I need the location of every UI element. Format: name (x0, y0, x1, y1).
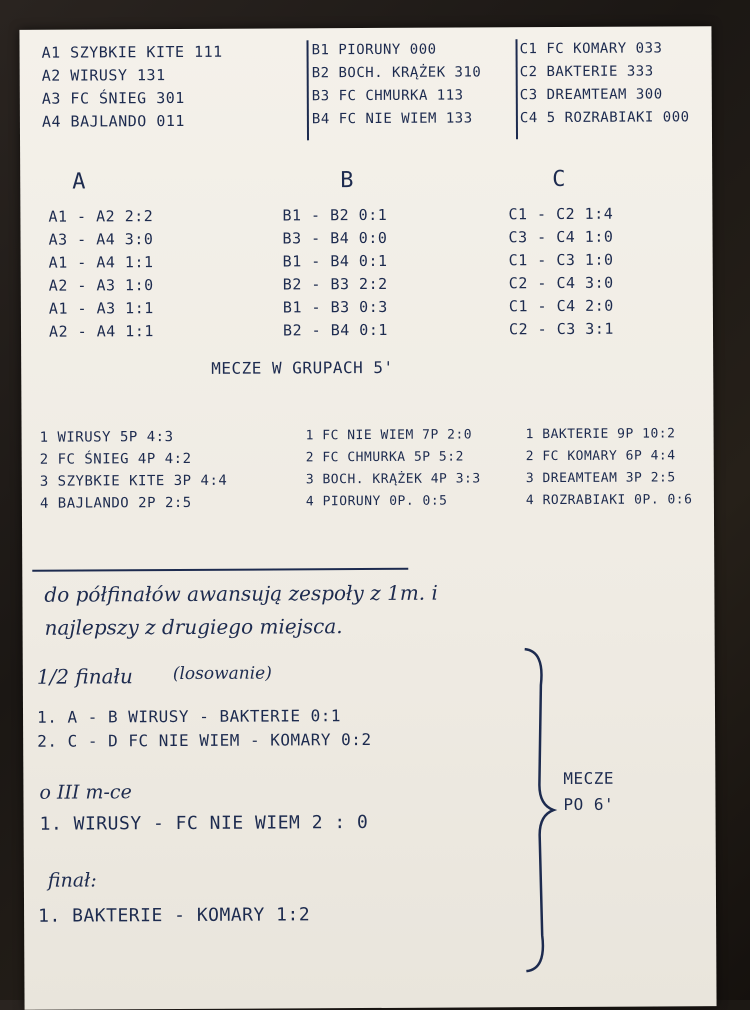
standing-row: 4 ROZRABIAKI 0P. 0:6 (525, 492, 693, 509)
semifinal-2: 2. C - D FC NIE WIEM - KOMARY 0:2 (37, 729, 372, 751)
standing-row: 1 BAKTERIE 9P 10:2 (525, 426, 676, 443)
divider-line (306, 40, 309, 140)
curly-brace (519, 645, 561, 975)
bracket-note-line-1: MECZE (563, 768, 615, 788)
divider-line (515, 39, 518, 139)
standing-row: 1 WIRUSY 5P 4:3 (39, 429, 174, 446)
match-result: C1 - C2 1:4 (508, 204, 614, 224)
match-result: B1 - B2 0:1 (282, 205, 388, 225)
advance-note-line-2: najlepszy z drugiego miejsca. (44, 614, 343, 640)
match-result: B2 - B3 2:2 (282, 274, 388, 294)
standing-row: 2 FC KOMARY 6P 4:4 (525, 448, 676, 465)
standing-row: 3 DREAMTEAM 3P 2:5 (525, 470, 676, 487)
standing-row: 2 FC ŚNIEG 4P 4:2 (39, 450, 192, 468)
match-result: A2 - A4 1:1 (48, 322, 154, 341)
bracket-note-line-2: PO 6' (563, 794, 615, 814)
semifinal-note: (losowanie) (172, 663, 272, 685)
match-result: A1 - A2 2:2 (48, 207, 154, 226)
group-team-entry: C3 DREAMTEAM 300 (519, 86, 663, 104)
group-team-entry: C4 5 ROZRABIAKI 000 (519, 109, 690, 127)
group-team-entry: B2 BOCH. KRĄŻEK 310 (311, 64, 482, 82)
semifinal-title: 1/2 finału (36, 664, 133, 689)
match-result: B3 - B4 0:0 (282, 228, 388, 248)
match-result: C3 - C4 1:0 (508, 227, 614, 247)
standing-row: 2 FC CHMURKA 5P 5:2 (305, 449, 464, 466)
standing-row: 4 PIORUNY 0P. 0:5 (305, 493, 448, 510)
paper-sheet (19, 26, 716, 1010)
match-result: C2 - C4 3:0 (508, 273, 614, 293)
separator-line (32, 568, 408, 572)
match-result: A3 - A4 3:0 (48, 230, 154, 249)
group-team-entry: C2 BAKTERIE 333 (519, 63, 654, 81)
standing-row: 1 FC NIE WIEM 7P 2:0 (305, 427, 473, 444)
match-result: B1 - B4 0:1 (282, 251, 388, 271)
standing-row: 3 SZYBKIE KITE 3P 4:4 (39, 472, 228, 490)
semifinal-1: 1. A - B WIRUSY - BAKTERIE 0:1 (36, 706, 342, 727)
group-team-entry: B3 FC CHMURKA 113 (311, 87, 464, 105)
match-result: C1 - C4 2:0 (508, 296, 614, 316)
group-team-entry: A4 BAJLANDO 011 (41, 111, 185, 131)
match-result: C1 - C3 1:0 (508, 250, 614, 270)
match-result: A1 - A4 1:1 (48, 253, 154, 272)
final-title: finał: (47, 869, 97, 892)
advance-note-line-1: do półfinałów awansują zespoły z 1m. i (44, 580, 438, 607)
group-lists (19, 26, 711, 131)
group-team-entry: B1 PIORUNY 000 (311, 41, 437, 59)
match-result: C2 - C3 3:1 (508, 319, 614, 339)
group-team-entry: A2 WIRUSY 131 (41, 66, 166, 85)
group-team-entry: C1 FC KOMARY 033 (519, 40, 663, 58)
standing-row: 3 BOCH. KRĄŻEK 4P 3:3 (305, 471, 481, 488)
final-match: 1. BAKTERIE - KOMARY 1:2 (38, 904, 311, 927)
third-place-match: 1. WIRUSY - FC NIE WIEM 2 : 0 (39, 812, 369, 835)
group-header: C (552, 166, 567, 193)
group-note: MECZE W GRUPACH 5' (211, 357, 394, 378)
group-team-entry: A3 FC ŚNIEG 301 (41, 88, 185, 108)
standing-row: 4 BAJLANDO 2P 2:5 (39, 494, 192, 512)
match-result: A1 - A3 1:1 (48, 299, 154, 318)
match-result: B2 - B4 0:1 (282, 320, 388, 340)
match-result: B1 - B3 0:3 (282, 297, 388, 317)
group-header: B (340, 168, 355, 194)
match-result: A2 - A3 1:0 (48, 276, 154, 295)
third-place-title: o III m-ce (39, 781, 132, 804)
group-team-entry: A1 SZYBKIE KITE 111 (41, 42, 223, 62)
group-team-entry: B4 FC NIE WIEM 133 (311, 110, 473, 128)
group-header: A (72, 169, 87, 195)
